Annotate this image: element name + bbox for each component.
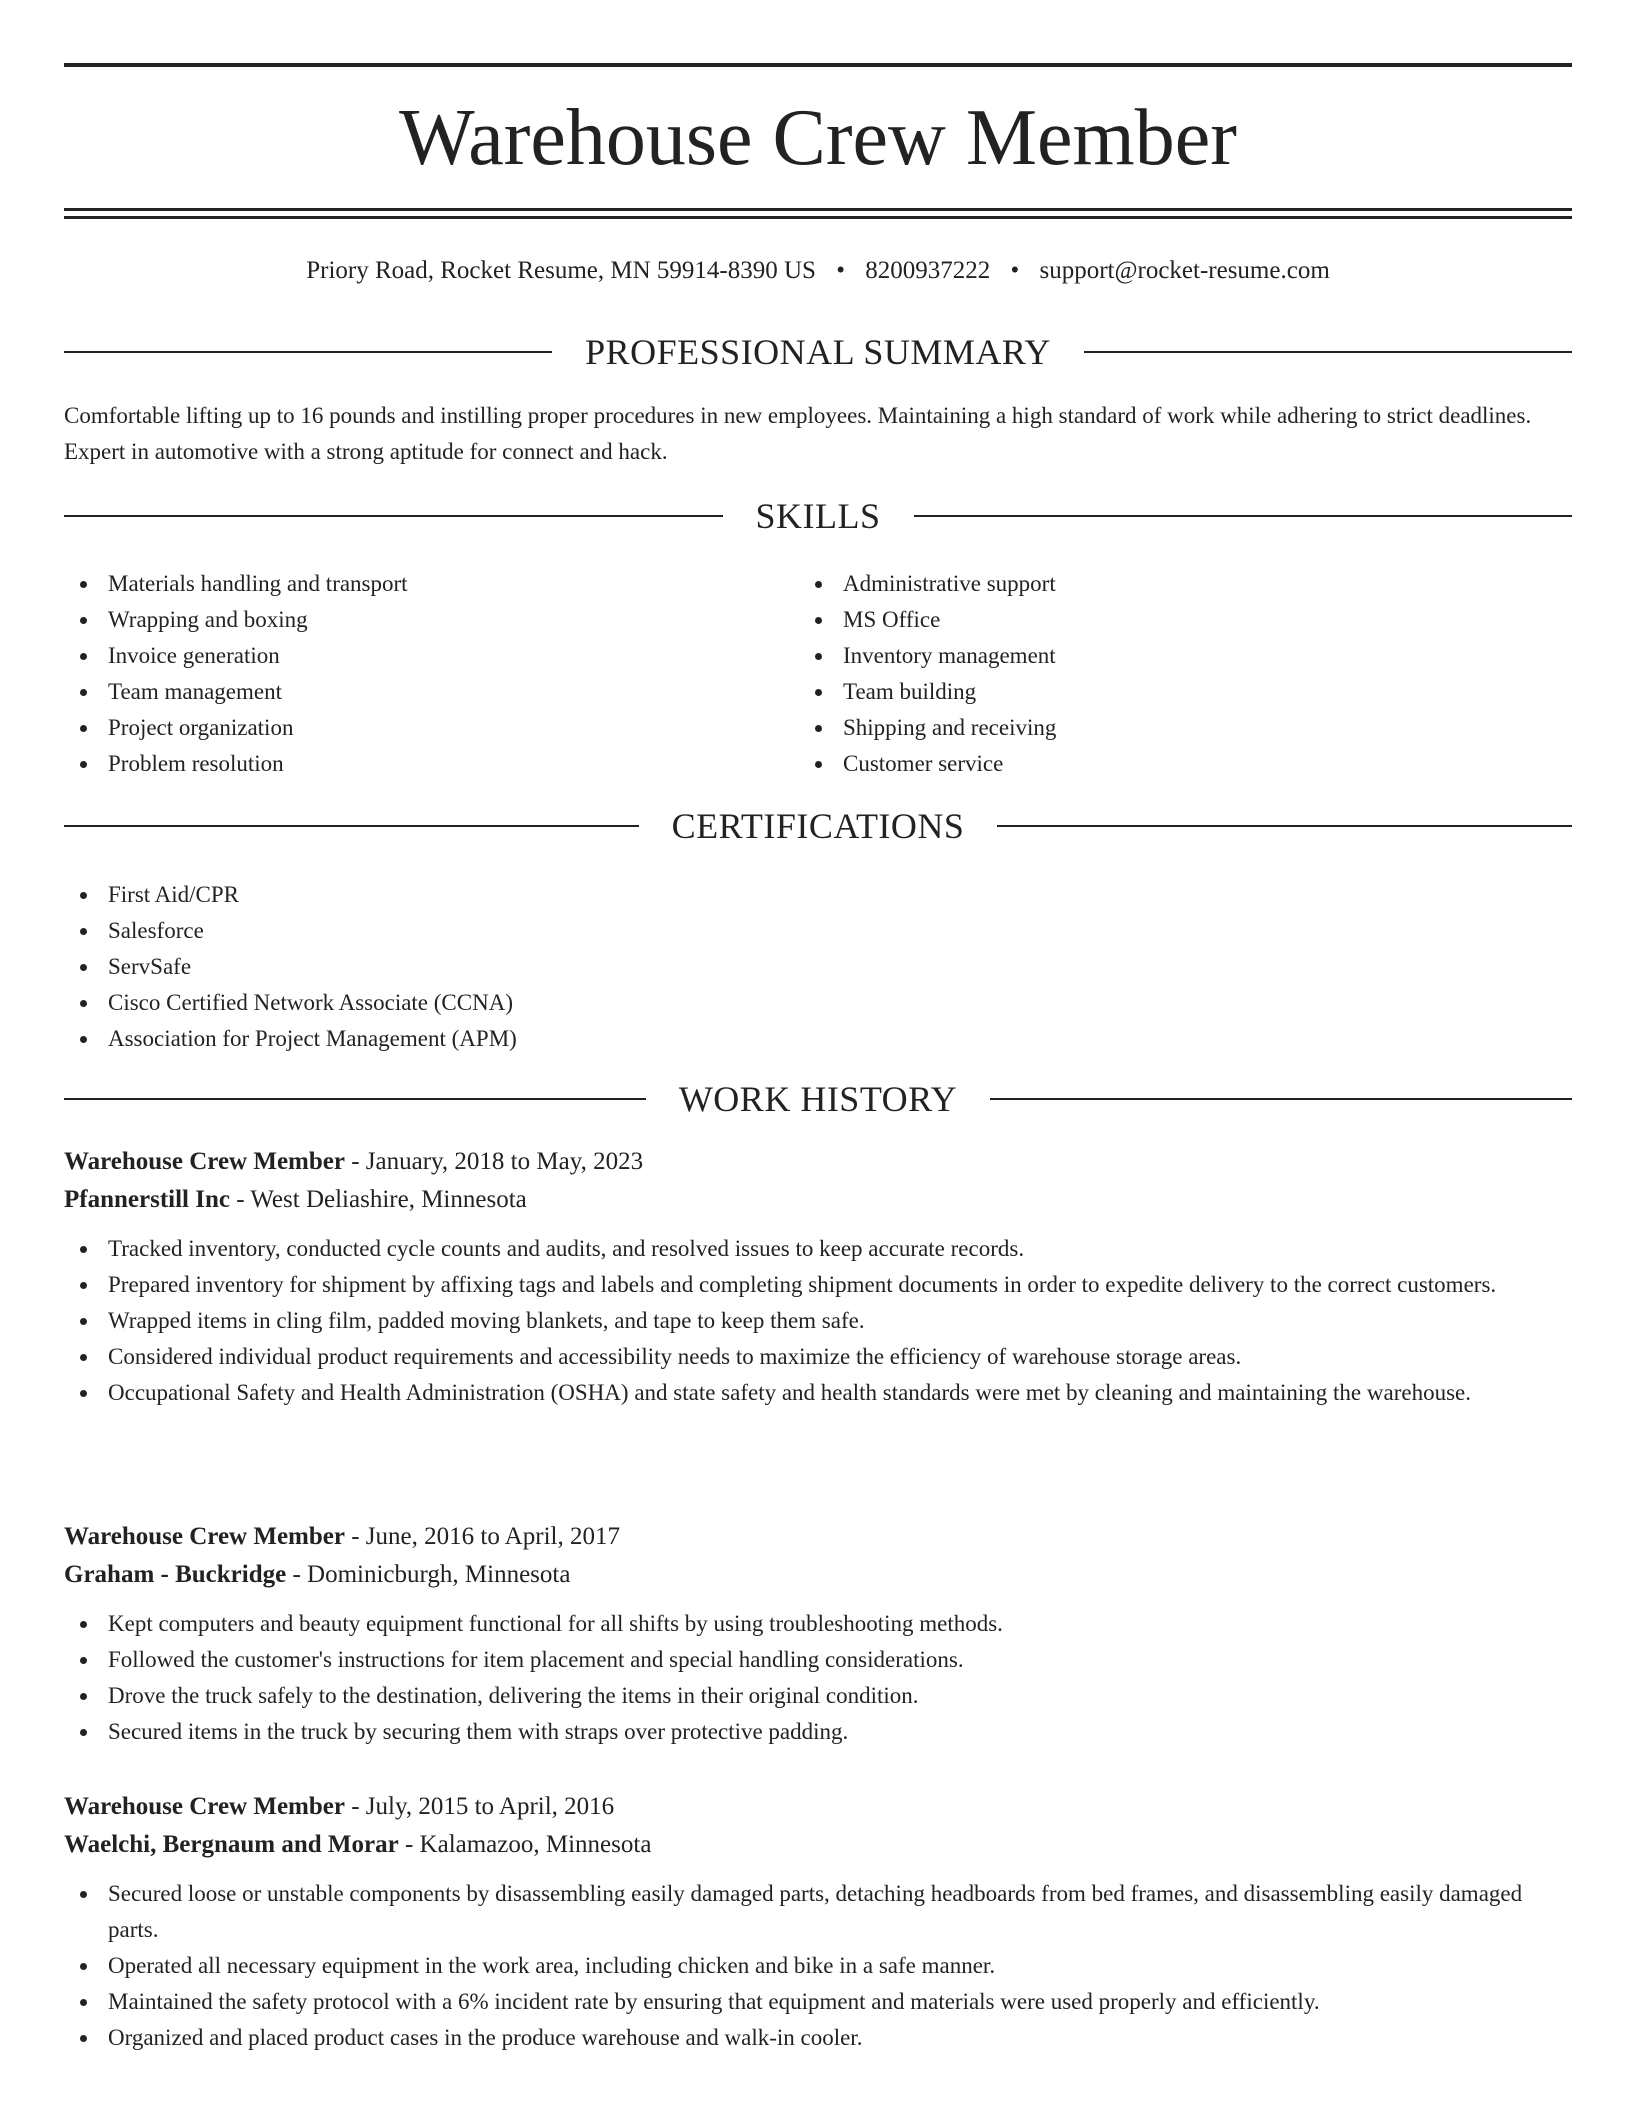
summary-text: Comfortable lifting up to 16 pounds and instilling proper procedures in new employees. Maintaining a high standard of work while adhering to strict deadlines. Expert in automotive with a strong aptitude for connect and hack. <box>64 403 1532 464</box>
job-dates: - June, 2016 to April, 2017 <box>344 1523 620 1550</box>
contact-address: Priory Road, Rocket Resume, MN 59914-8390 US <box>306 257 816 284</box>
job-title: Warehouse Crew Member <box>64 1523 345 1550</box>
certification-item: First Aid/CPR <box>64 877 964 913</box>
skill-item: Team management <box>64 674 764 710</box>
divider <box>64 515 723 517</box>
job-bullet-list <box>64 1876 1572 2056</box>
job-location: - West Deliashire, Minnesota <box>229 1186 527 1213</box>
skill-item: Administrative support <box>799 566 1499 602</box>
section-heading-certifications <box>64 804 1572 848</box>
divider <box>64 1098 646 1100</box>
header-bottom-rule-second <box>64 216 1572 219</box>
job-company-line <box>64 1826 1572 1864</box>
job-entry <box>64 1788 1572 2056</box>
job-dates: - July, 2015 to April, 2016 <box>344 1793 615 1820</box>
certification-item: Cisco Certified Network Associate (CCNA) <box>64 985 964 1021</box>
resume-name: Warehouse Crew Member <box>399 94 1237 182</box>
job-bullet: Operated all necessary equipment in the work area, including chicken and bike in a safe manner. <box>64 1948 1572 1984</box>
job-bullet: Maintained the safety protocol with a 6% incident rate by ensuring that equipment and materials were used properly and efficiently. <box>64 1984 1572 2020</box>
skill-item: MS Office <box>799 602 1499 638</box>
job-company: Pfannerstill Inc <box>64 1186 230 1213</box>
skill-item: Wrapping and boxing <box>64 602 764 638</box>
divider <box>997 825 1572 827</box>
job-title-line <box>64 1518 1572 1556</box>
divider <box>1084 351 1572 353</box>
job-title: Warehouse Crew Member <box>64 1793 345 1820</box>
skill-item: Team building <box>799 674 1499 710</box>
job-bullet: Prepared inventory for shipment by affixing tags and labels and completing shipment documents in order to expedite delivery to the correct customers. <box>64 1267 1572 1303</box>
skill-item-list <box>799 566 1499 782</box>
job-location: - Kalamazoo, Minnesota <box>398 1831 652 1858</box>
contact-phone: 8200937222 <box>865 257 991 284</box>
header-top-rule <box>64 63 1572 67</box>
job-bullet: Considered individual product requirements and accessibility needs to maximize the efficiency of warehouse storage areas. <box>64 1339 1572 1375</box>
skill-item: Inventory management <box>799 638 1499 674</box>
section-title: WORK HISTORY <box>678 1079 958 1119</box>
job-bullet: Kept computers and beauty equipment functional for all shifts by using troubleshooting methods. <box>64 1606 1572 1642</box>
certification-item-list <box>64 877 964 1057</box>
skills-column-left <box>64 566 764 782</box>
job-bullet: Drove the truck safely to the destination, delivering the items in their original condition. <box>64 1678 1572 1714</box>
skill-item: Problem resolution <box>64 746 764 782</box>
job-entry <box>64 1143 1572 1411</box>
skill-item: Customer service <box>799 746 1499 782</box>
contact-separator: • <box>1010 257 1020 284</box>
section-heading-summary <box>64 330 1572 374</box>
section-heading-skills <box>64 494 1572 538</box>
section-heading-work-history <box>64 1077 1572 1121</box>
job-bullet: Wrapped items in cling film, padded moving blankets, and tape to keep them safe. <box>64 1303 1572 1339</box>
job-company-line <box>64 1556 1572 1594</box>
skill-item-list <box>64 566 764 782</box>
job-bullet: Secured loose or unstable components by disassembling easily damaged parts, detaching headboards from bed frames, and disassembling easily damaged parts. <box>64 1876 1572 1948</box>
job-title-line <box>64 1143 1572 1181</box>
job-bullet: Secured items in the truck by securing them with straps over protective padding. <box>64 1714 1572 1750</box>
job-company: Waelchi, Bergnaum and Morar <box>64 1831 399 1858</box>
job-location: - Dominicburgh, Minnesota <box>286 1561 571 1588</box>
skill-item: Project organization <box>64 710 764 746</box>
job-bullet-list <box>64 1231 1572 1411</box>
skill-item: Materials handling and transport <box>64 566 764 602</box>
certification-item: Association for Project Management (APM) <box>64 1021 964 1057</box>
job-bullet: Followed the customer's instructions for item placement and special handling considerations. <box>64 1642 1572 1678</box>
contact-line <box>64 254 1572 288</box>
job-bullet-list <box>64 1606 1572 1750</box>
job-bullet: Organized and placed product cases in the produce warehouse and walk-in cooler. <box>64 2020 1572 2056</box>
divider <box>914 515 1573 517</box>
job-company: Graham - Buckridge <box>64 1561 287 1588</box>
header-bottom-rule <box>64 208 1572 211</box>
skills-column-right <box>799 566 1499 782</box>
skill-item: Invoice generation <box>64 638 764 674</box>
divider <box>64 351 552 353</box>
section-title: SKILLS <box>755 496 881 536</box>
job-company-line <box>64 1181 1572 1219</box>
skill-item: Shipping and receiving <box>799 710 1499 746</box>
section-title: CERTIFICATIONS <box>671 806 965 846</box>
job-dates: - January, 2018 to May, 2023 <box>344 1148 644 1175</box>
job-bullet: Tracked inventory, conducted cycle counts and audits, and resolved issues to keep accurate records. <box>64 1231 1572 1267</box>
certifications-list <box>64 877 964 1057</box>
contact-email: support@rocket-resume.com <box>1039 257 1330 284</box>
contact-separator: • <box>836 257 845 284</box>
job-entry <box>64 1518 1572 1750</box>
certification-item: Salesforce <box>64 913 964 949</box>
job-bullet: Occupational Safety and Health Administration (OSHA) and state safety and health standards were met by cleaning and maintaining the warehouse. <box>64 1375 1572 1411</box>
divider <box>64 825 639 827</box>
section-title: PROFESSIONAL SUMMARY <box>585 332 1051 372</box>
job-title: Warehouse Crew Member <box>64 1148 345 1175</box>
divider <box>990 1098 1572 1100</box>
certification-item: ServSafe <box>64 949 964 985</box>
job-title-line <box>64 1788 1572 1826</box>
